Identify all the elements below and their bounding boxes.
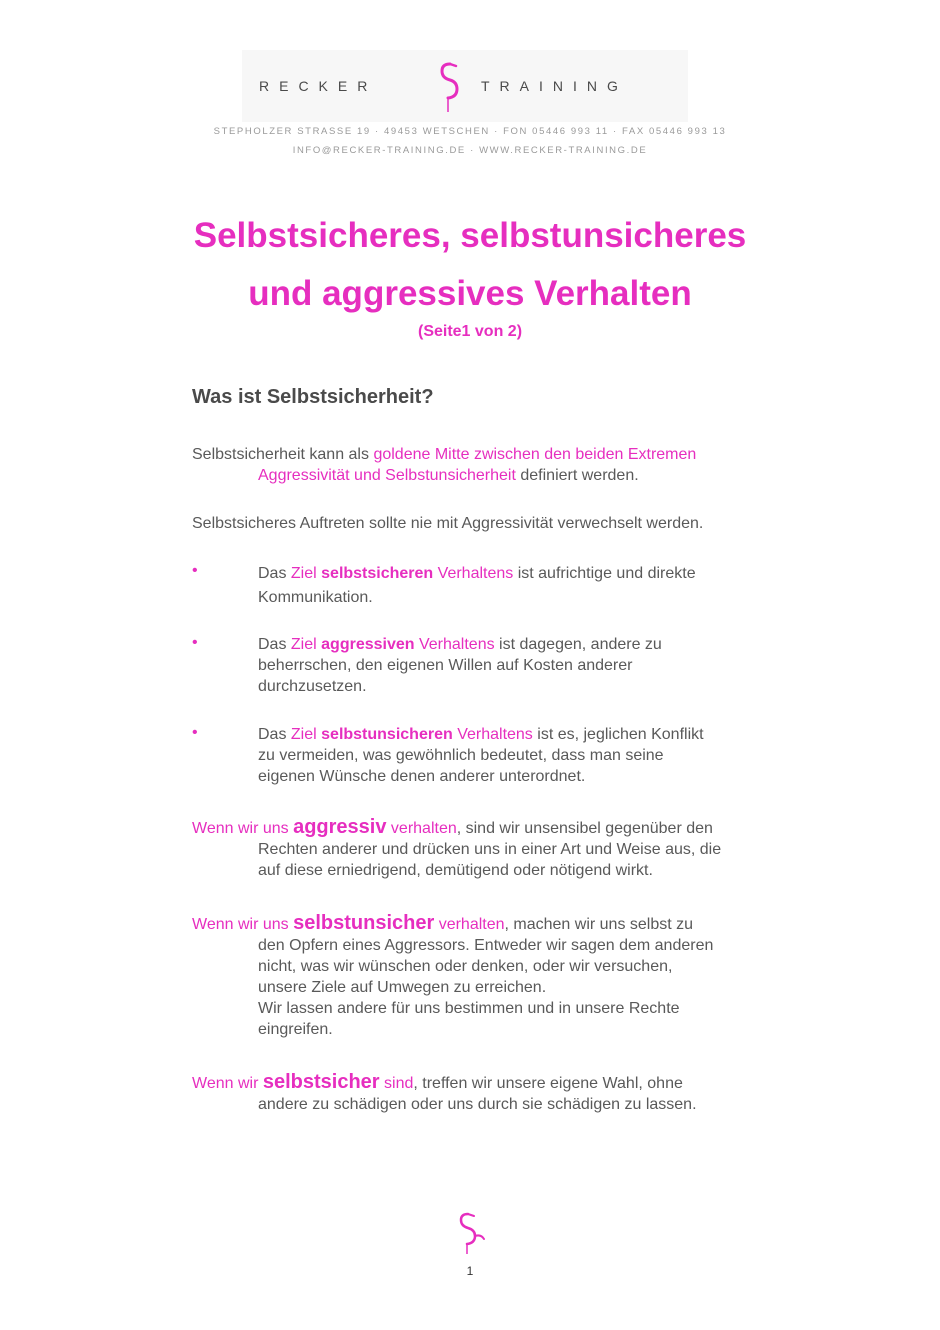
contact-line: INFO@RECKER-TRAINING.DE · WWW.RECKER-TRAINING.DE [292, 145, 648, 156]
page-info: (Seite1 von 2) [417, 323, 523, 340]
bullet-item: Das Ziel aggressiven Verhaltens ist dagegen, andere zu beherrschen, den eigenen Willen auf Kosten anderer durchzusetzen. [258, 636, 662, 695]
paragraph-insecure: Wenn wir uns selbstunsicher verhalten, machen wir uns selbst zu den Opfern eines Aggressors. Entweder wir sagen dem anderen nicht, was wir wünschen oder denken, oder wir versuchen, unsere Ziele auf Umwegen zu erreichen. Wir lassen andere für uns bestimmen und in unsere Rechte eingreifen. [192, 912, 714, 1038]
logo-text-left: RECKER [259, 78, 378, 94]
bullet-item: Das Ziel selbstsicheren Verhaltens ist aufrichtige und direkte Kommunikation. [258, 565, 696, 606]
bullet-item: Das Ziel selbstunsicheren Verhaltens ist es, jeglichen Konflikt zu vermeiden, was gewöhnlich bedeutet, dass man seine eigenen Wünsche denen anderer unterordnet. [258, 726, 704, 785]
flamingo-footer-icon [453, 1210, 487, 1256]
document-title-line1: Selbstsicheres, selbstunsicheres [193, 216, 747, 255]
flamingo-logo-icon [430, 60, 466, 116]
paragraph-aggressive: Wenn wir uns aggressiv verhalten, sind wir unsensibel gegenüber den Rechten anderer und drücken uns in einer Art und Weise aus, die auf diese erniedrigend, demütigend oder nötigend wirkt. [192, 816, 722, 879]
intro-paragraph: Selbstsicherheit kann als goldene Mitte zwischen den beiden Extremen Aggressivität und Selbstunsicherheit definiert werden. [192, 446, 697, 484]
section-heading: Was ist Selbstsicherheit? [192, 386, 434, 408]
address-line: STEPHOLZER STRASSE 19 · 49453 WETSCHEN · FON 05446 993 11 · FAX 05446 993 13 [213, 126, 727, 137]
document-title-line2: und aggressives Verhalten [248, 274, 692, 313]
paragraph-assertive: Wenn wir selbstsicher sind, treffen wir unsere eigene Wahl, ohne andere zu schädigen oder uns durch sie schädigen zu lassen. [192, 1071, 697, 1113]
intro-paragraph-2: Selbstsicheres Auftreten sollte nie mit Aggressivität verwechselt werden. [192, 515, 704, 532]
bullet-marker: • [192, 724, 198, 741]
bullet-marker: • [192, 634, 198, 651]
bullet-marker: • [192, 562, 198, 579]
page-number: 1 [466, 1264, 474, 1278]
logo-text-right: TRAINING [481, 78, 628, 94]
